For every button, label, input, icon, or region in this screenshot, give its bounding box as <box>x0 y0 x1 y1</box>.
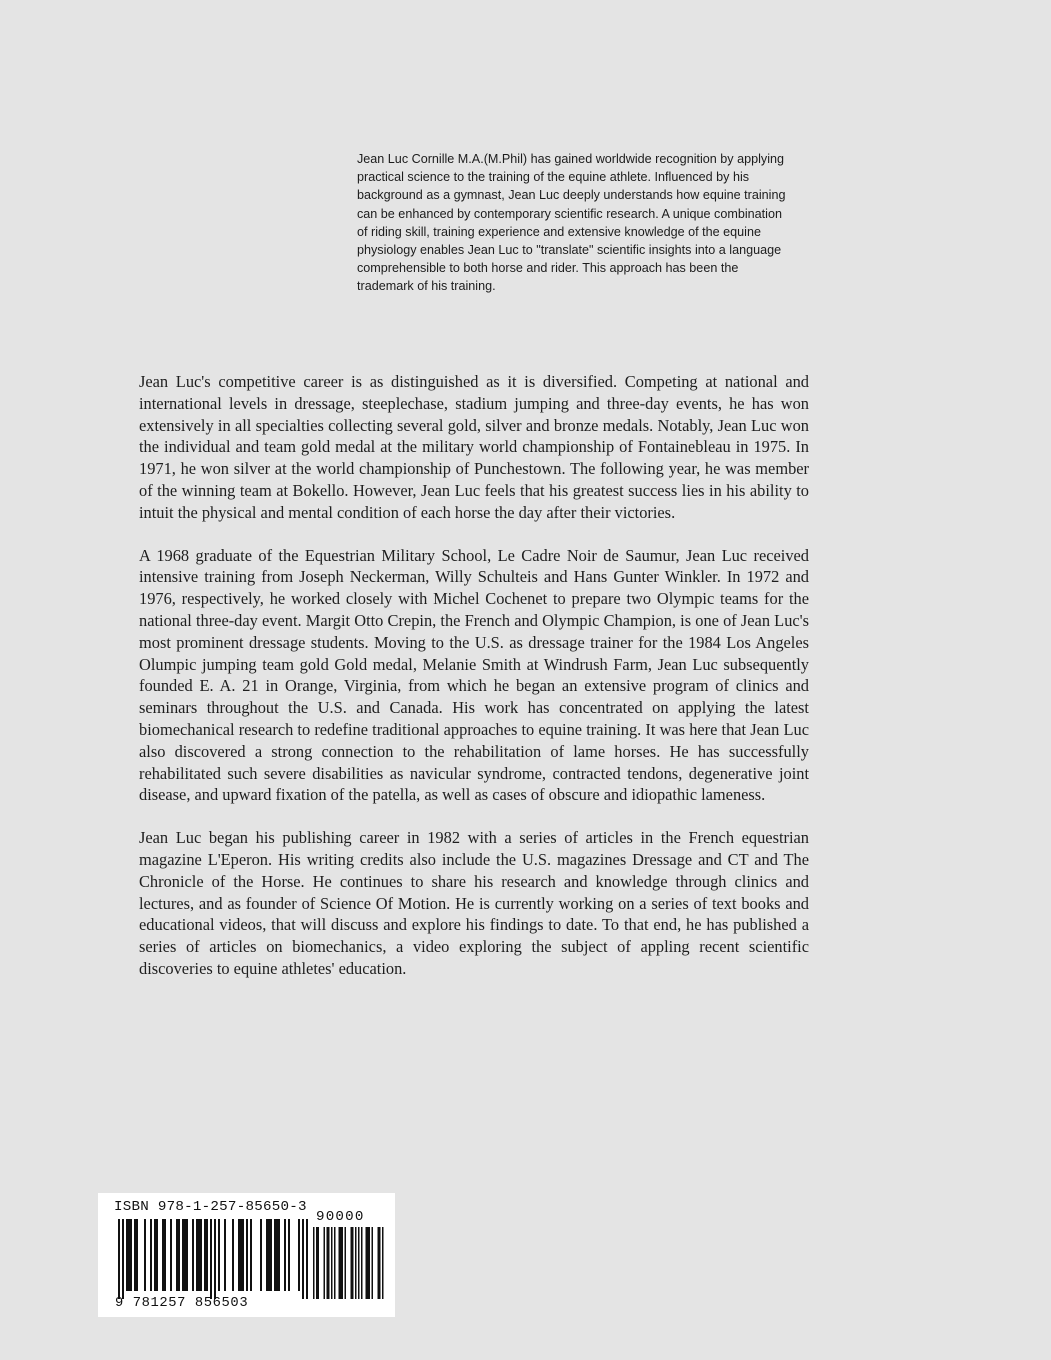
barcode-bar <box>210 1219 212 1299</box>
barcode-bar <box>238 1219 240 1291</box>
barcode-bar <box>218 1219 220 1291</box>
barcode-bar <box>246 1219 248 1291</box>
paragraph-publishing: Jean Luc began his publishing career in 1982 with a series of articles in the French equestrian magazine L'Eperon. His writing credits also include the U.S. magazines Dressage and CT and The Chronicle of the Horse. He continues to share his research and knowledge through clinics and lectures, and as founder of Science Of Motion. He is currently working on a series of text books and educational videos, that will discuss and explore his findings to date. To that end, he has published a series of articles on biomechanics, a video exploring the subject of appling recent scientific discoveries to equine athletes' education. <box>139 828 809 978</box>
barcode-bar <box>192 1219 194 1291</box>
barcode-addon-bar <box>328 1227 330 1299</box>
barcode-bar <box>260 1219 262 1291</box>
barcode-addon-bar <box>352 1227 354 1299</box>
barcode-addon-bar <box>382 1227 384 1299</box>
barcode-bar <box>156 1219 158 1291</box>
barcode-bar <box>274 1219 276 1291</box>
barcode-bar <box>242 1219 244 1291</box>
barcode-addon-bar <box>316 1227 318 1299</box>
barcode-addon-bar <box>372 1227 374 1299</box>
barcode-bar <box>284 1219 286 1291</box>
price-code: 90000 <box>316 1209 365 1225</box>
barcode-bar <box>306 1219 308 1299</box>
barcode-addon-bar <box>361 1227 363 1299</box>
barcode-bar <box>126 1219 128 1291</box>
barcode-bar <box>298 1219 300 1291</box>
barcode-bar <box>268 1219 270 1291</box>
barcode-bar <box>302 1219 304 1299</box>
barcode-bar <box>122 1219 124 1299</box>
barcode-bar <box>176 1219 178 1291</box>
barcode-addon-bar <box>318 1227 320 1299</box>
barcode-bar <box>224 1219 226 1291</box>
barcode-bar <box>154 1219 156 1291</box>
barcode-bar <box>150 1219 152 1291</box>
barcode-addon-bar <box>345 1227 347 1299</box>
barcode-addon-bar <box>331 1227 333 1299</box>
barcode-bar <box>204 1219 206 1291</box>
barcode-bar <box>136 1219 138 1291</box>
barcode-bar <box>214 1219 216 1299</box>
barcode-addon-bar <box>334 1227 336 1299</box>
barcode-bar <box>130 1219 132 1291</box>
barcode-bar <box>186 1219 188 1291</box>
barcode-digits: 9 781257 856503 <box>115 1296 249 1311</box>
barcode-addon-bar <box>378 1227 380 1299</box>
barcode-bar <box>182 1219 184 1291</box>
barcode-bar <box>232 1219 234 1291</box>
barcode-addon-bar <box>324 1227 326 1299</box>
isbn-label: ISBN 978-1-257-85650-3 <box>114 1199 307 1215</box>
barcode-bar <box>200 1219 202 1291</box>
barcode-addon-bar <box>358 1227 360 1299</box>
barcode-addon-bar <box>355 1227 357 1299</box>
barcode-bar <box>198 1219 200 1291</box>
main-body <box>139 371 809 1001</box>
barcode-bar <box>184 1219 186 1291</box>
paragraph-training: A 1968 graduate of the Equestrian Military School, Le Cadre Noir de Saumur, Jean Luc received intensive training from Joseph Neckerman, Willy Schulteis and Hans Gunter Winkler. In 1972 and 1976, respectively, he worked closely with Michel Cochenet to prepare two Olympic teams for the national three-day event. Margit Otto Crepin, the French and Olympic Champion, is one of Jean Luc's most prominent dressage students. Moving to the U.S. as dressage trainer for the 1984 Los Angeles Olumpic jumping team gold Gold medal, Melanie Smith at Windrush Farm, Jean Luc subsequently founded E. A. 21 in Orange, Virginia, from which he began an extensive program of clinics and seminars throughout the U.S. and Canada. His work has concentrated on applying the latest biomechanical research to redefine traditional approaches to equine training. It was here that Jean Luc also discovered a strong connection to the rehabilitation of lame horses. He has successfully rehabilitated such severe disabilities as navicular syndrome, contracted tendons, degenerative joint disease, and upward fixation of the patella, as well as cases of obscure and idiopathic lameness. <box>139 545 809 805</box>
isbn-barcode <box>98 1193 395 1317</box>
barcode-bar <box>118 1219 120 1299</box>
paragraph-career: Jean Luc's competitive career is as distinguished as it is diversified. Competing at national and international levels in dressage, steeplechase, stadium jumping and three-day events, he has won extensively in all specialties collecting several gold, silver and bronze medals. Notably, Jean Luc won the individual and team gold medal at the military world championship of Fontainebleau in 1975. In 1971, he won silver at the world championship of Punchestown. The following year, he was member of the winning team at Bokello. However, Jean Luc feels that his greatest success lies in his ability to intuit the physical and mental condition of each horse the day after their victories. <box>139 372 809 522</box>
barcode-bar <box>170 1219 172 1291</box>
barcode-addon-bar <box>367 1227 369 1299</box>
barcode-bar <box>266 1219 268 1291</box>
barcode-bar <box>196 1219 198 1291</box>
barcode-addon-bar <box>342 1227 344 1299</box>
barcode-addon-bar <box>339 1227 341 1299</box>
barcode-bar <box>276 1219 278 1291</box>
barcode-bar <box>288 1219 290 1291</box>
barcode-bar <box>206 1219 208 1291</box>
barcode-bar <box>144 1219 146 1291</box>
barcode-addon-bar <box>351 1227 353 1299</box>
barcode-addon-bar <box>369 1227 371 1299</box>
barcode-bar <box>134 1219 136 1291</box>
barcode-addon-bar <box>340 1227 342 1299</box>
barcode-addon-bar <box>327 1227 329 1299</box>
author-bio <box>357 150 789 296</box>
barcode-bar <box>178 1219 180 1291</box>
barcode-bar <box>250 1219 252 1291</box>
barcode-addon-bar <box>313 1227 315 1299</box>
barcode-bar <box>240 1219 242 1291</box>
barcode-bar <box>128 1219 130 1291</box>
barcode-addon-bar <box>366 1227 368 1299</box>
barcode-bar <box>278 1219 280 1291</box>
author-bio-text: Jean Luc Cornille M.A.(M.Phil) has gained worldwide recognition by applying practical science to the training of the equine athlete. Influenced by his background as a gymnast, Jean Luc deeply understands how equine training can be enhanced by contemporary scientific research. A unique combination of riding skill, training experience and extensive knowledge of the equine physiology enables Jean Luc to "translate" scientific insights into a language comprehensible to both horse and rider. This approach has been the trademark of his training. <box>357 152 786 294</box>
barcode-bar <box>270 1219 272 1291</box>
barcode-addon-bar <box>379 1227 381 1299</box>
barcode-bar <box>164 1219 166 1291</box>
barcode-bar <box>162 1219 164 1291</box>
